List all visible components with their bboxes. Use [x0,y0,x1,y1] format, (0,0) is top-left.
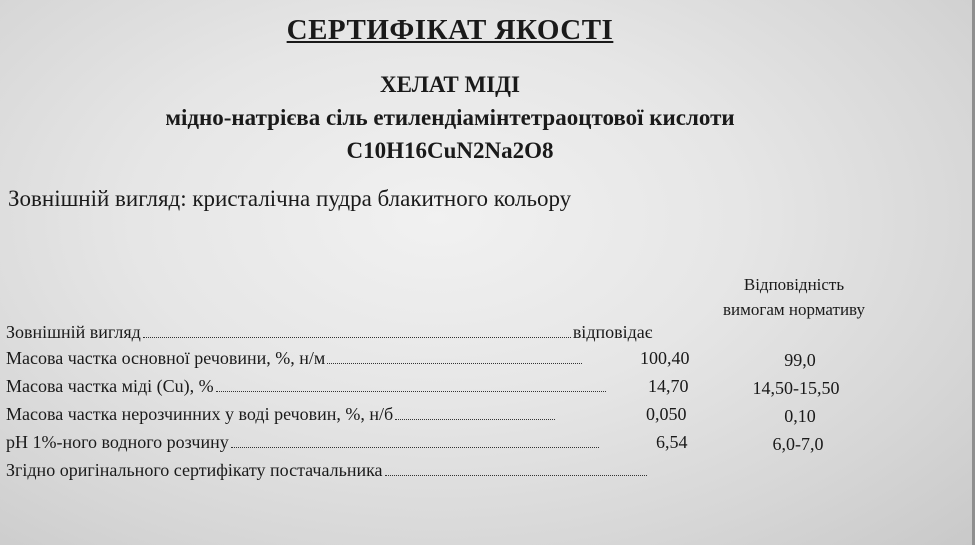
product-description: мідно-натрієва сіль етилендіамінтетраоцтової кислоти [165,105,735,130]
spec-norm: 14,50-15,50 [752,378,840,398]
dot-leader [231,447,599,448]
spec-value: 14,70 [648,376,689,396]
compliance-header-line2: вимогам нормативу [723,300,865,319]
spec-label: Масова частка основної речовини, %, н/м [6,348,326,368]
spec-value: 0,050 [646,404,687,424]
spec-value: 6,54 [656,432,688,452]
spec-label: Масова частка нерозчинних у воді речовин, %, н/б [6,404,394,424]
spec-label: Зовнішній вигляд [6,322,141,342]
certificate-title: СЕРТИФІКАТ ЯКОСТІ [286,14,614,46]
spec-norm: 0,10 [784,406,816,426]
compliance-header [704,272,884,322]
spec-row-supplier-note [6,460,649,481]
spec-row-ph [6,432,601,453]
compliance-header-line1: Відповідність [743,275,845,294]
product-formula: C10H16CuN2Na2O8 [346,138,554,163]
spec-row-insoluble [6,404,557,425]
spec-row-appearance [6,322,652,343]
spec-row-main-substance [6,348,584,369]
spec-label: pH 1%-ного водного розчину [6,432,229,452]
dot-leader [395,419,555,420]
dot-leader [143,337,571,338]
dot-leader [385,475,647,476]
product-name: ХЕЛАТ МІДІ [380,72,520,97]
spec-value: 100,40 [640,348,690,368]
spec-norm: 99,0 [784,350,816,370]
spec-label: Згідно оригінального сертифікату постачальника [6,460,383,480]
spec-norm: 6,0-7,0 [772,434,824,454]
spec-row-copper [6,376,608,397]
dot-leader [327,363,582,364]
appearance-description: Зовнішній вигляд: кристалічна пудра блакитного кольору [8,186,572,211]
dot-leader [216,391,606,392]
spec-value: відповідає [572,322,653,342]
spec-label: Масова частка міді (Cu), % [6,376,214,396]
